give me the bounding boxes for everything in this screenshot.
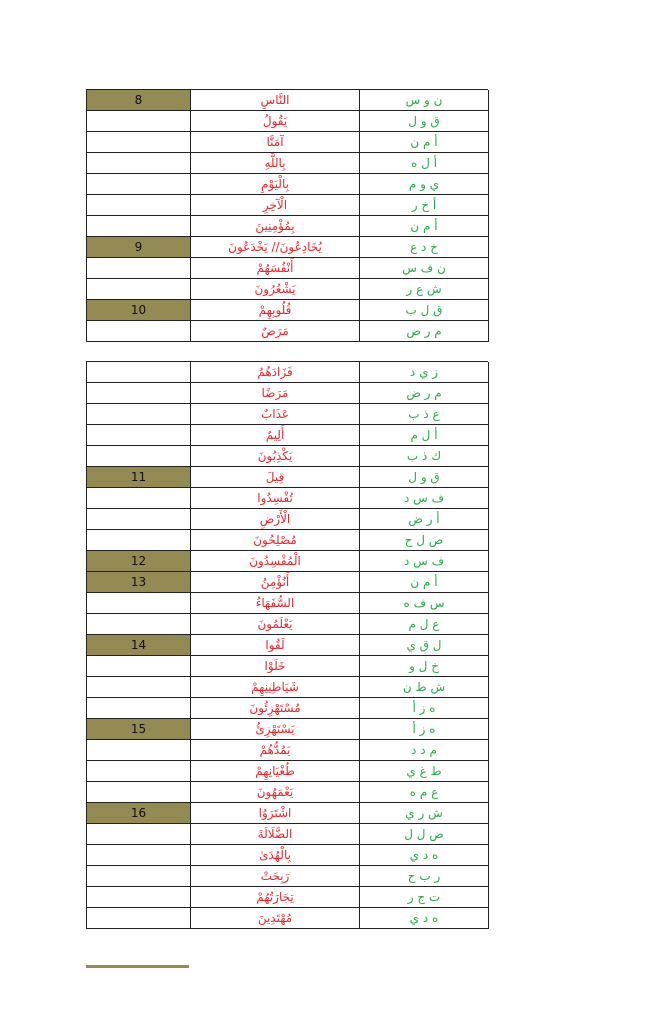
verse-number-cell [86,656,190,677]
table-row [86,111,488,132]
verse-number-cell [86,383,190,404]
word-cell: لَقُوا [190,635,359,656]
word-cell: رَبِحَتْ [190,866,359,887]
table-row [86,321,488,342]
word-cell: عَذَابٌ [190,404,359,425]
verse-number-cell [86,761,190,782]
table-row [86,195,488,216]
table-row [86,908,488,929]
word-cell: تُفْسِدُوا [190,488,359,509]
word-cell: طُغْيَانِهِمْ [190,761,359,782]
verse-number-cell [86,111,190,132]
verse-number-cell [86,908,190,929]
word-cell: آمَنَّا [190,132,359,153]
table-row [86,803,488,824]
root-cell: خ ل و [359,656,489,677]
word-cell: مُصْلِحُونَ [190,530,359,551]
root-cell: خ د ع [359,237,489,258]
verse-number-cell [86,446,190,467]
verse-number-cell [86,279,190,300]
root-cell: س ف ه [359,593,489,614]
word-cell: الضَّلَالَةَ [190,824,359,845]
table-row [86,866,488,887]
next-row-fragment [86,965,189,968]
verse-number-cell [86,845,190,866]
verse-number-cell: 8 [86,90,190,111]
table-row [86,656,488,677]
word-cell: الْمُفْسِدُونَ [190,551,359,572]
table-row [86,467,488,488]
table-row [86,782,488,803]
verse-number-cell [86,698,190,719]
root-cell: ز ي د [359,362,489,383]
verse-number-cell: 13 [86,572,190,593]
root-cell: ف س د [359,551,489,572]
table-row [86,593,488,614]
root-cell: ق و ل [359,111,489,132]
table-row [86,153,488,174]
root-cell: ش ر ي [359,803,489,824]
root-cell: أ خ ر [359,195,489,216]
word-cell: أَنُؤْمِنُ [190,572,359,593]
table-row [86,425,488,446]
root-cell: م د د [359,740,489,761]
table-row [86,90,488,111]
root-cell: م ر ض [359,383,489,404]
verse-number-cell [86,782,190,803]
word-cell: خَلَوْا [190,656,359,677]
table-row [86,824,488,845]
table-row [86,279,488,300]
root-cell: أ م ن [359,216,489,237]
word-cell: بِاللَّهِ [190,153,359,174]
table-row [86,614,488,635]
root-cell: ش ع ر [359,279,489,300]
root-cell: أ ل ه [359,153,489,174]
table-row [86,132,488,153]
verse-number-cell: 10 [86,300,190,321]
root-cell: أ ر ض [359,509,489,530]
table-row [86,383,488,404]
table-row [86,572,488,593]
table-row [86,446,488,467]
root-cell: ه د ي [359,908,489,929]
verse-number-cell: 9 [86,237,190,258]
root-cell: ص ل ح [359,530,489,551]
table-row [86,530,488,551]
word-cell: شَيَاطِينِهِمْ [190,677,359,698]
table-row [86,174,488,195]
table-row [86,677,488,698]
verse-number-cell [86,174,190,195]
word-cell: يَعْلَمُونَ [190,614,359,635]
verse-number-cell: 12 [86,551,190,572]
verse-number-cell [86,216,190,237]
word-cell: مُهْتَدِينَ [190,908,359,929]
root-cell: ت ج ر [359,887,489,908]
root-cell: ن ف س [359,258,489,279]
verse-number-cell [86,362,190,383]
table-row [86,237,488,258]
word-cell: يُخَادِعُونَ// يَخْدَعُونَ [190,237,359,258]
root-cell: ي و م [359,174,489,195]
word-cell: يَكْذِبُونَ [190,446,359,467]
word-cell: يَمُدُّهُمْ [190,740,359,761]
table-row [86,488,488,509]
word-cell: النَّاسِ [190,90,359,111]
table-row [86,509,488,530]
table-row [86,216,488,237]
verse-number-cell [86,425,190,446]
root-cell: أ ل م [359,425,489,446]
verse-number-cell [86,530,190,551]
verse-number-cell [86,321,190,342]
word-cell: قُلُوبِهِمْ [190,300,359,321]
root-cell: ش ط ن [359,677,489,698]
root-cell: ه د ي [359,845,489,866]
word-cell: يَشْعُرُونَ [190,279,359,300]
word-cell: مَرَضًا [190,383,359,404]
verse-number-cell [86,866,190,887]
root-cell: ف س د [359,488,489,509]
table-row [86,362,488,383]
table-row [86,300,488,321]
root-cell: ن و س [359,90,489,111]
root-cell: ل ق ي [359,635,489,656]
word-cell: فَزَادَهُمُ [190,362,359,383]
word-cell: أَنْفُسَهُمْ [190,258,359,279]
table-row [86,887,488,908]
root-cell: أ م ن [359,572,489,593]
root-cell: ض ل ل [359,824,489,845]
verse-number-cell [86,132,190,153]
root-cell: ط غ ي [359,761,489,782]
table-row [86,845,488,866]
root-cell: ه ز أ [359,719,489,740]
root-cell: ر ب ح [359,866,489,887]
word-cell: قِيلَ [190,467,359,488]
verse-number-cell: 16 [86,803,190,824]
word-cell: يَقُولُ [190,111,359,132]
word-cell: اشْتَرَوُا [190,803,359,824]
root-cell: م ر ض [359,321,489,342]
verse-number-cell [86,593,190,614]
verse-number-cell [86,258,190,279]
root-cell: ق ل ب [359,300,489,321]
verse-number-cell [86,153,190,174]
root-cell: أ م ن [359,132,489,153]
root-cell: ع ذ ب [359,404,489,425]
verse-number-cell: 15 [86,719,190,740]
table-row [86,698,488,719]
verse-number-cell [86,824,190,845]
verse-number-cell [86,488,190,509]
root-cell: ع ل م [359,614,489,635]
word-cell: الْأَرْضِ [190,509,359,530]
root-cell: ه ز أ [359,698,489,719]
word-cell: الْآخِرِ [190,195,359,216]
verse-number-cell [86,677,190,698]
table-row [86,761,488,782]
word-cell: تِجَارَتُهُمْ [190,887,359,908]
verse-number-cell [86,614,190,635]
table-row [86,258,488,279]
word-cell: مَرَضٌ [190,321,359,342]
verse-number-cell [86,195,190,216]
word-cell: بِالْيَوْمِ [190,174,359,195]
table-row [86,635,488,656]
word-cell: بِالْهُدَىٰ [190,845,359,866]
verse-number-cell [86,740,190,761]
root-cell: ع م ه [359,782,489,803]
root-cell: ك ذ ب [359,446,489,467]
verse-number-cell: 14 [86,635,190,656]
table-row [86,551,488,572]
verse-number-cell: 11 [86,467,190,488]
verse-number-cell [86,887,190,908]
word-cell: بِمُؤْمِنِينَ [190,216,359,237]
table-row [86,404,488,425]
verse-number-cell [86,404,190,425]
table-row [86,740,488,761]
table-row [86,719,488,740]
word-cell: أَلِيمٌ [190,425,359,446]
word-cell: السُّفَهَاءُ [190,593,359,614]
verse-number-cell [86,509,190,530]
word-cell: يَعْمَهُونَ [190,782,359,803]
word-cell: مُسْتَهْزِئُونَ [190,698,359,719]
root-cell: ق و ل [359,467,489,488]
word-cell: يَسْتَهْزِئُ [190,719,359,740]
